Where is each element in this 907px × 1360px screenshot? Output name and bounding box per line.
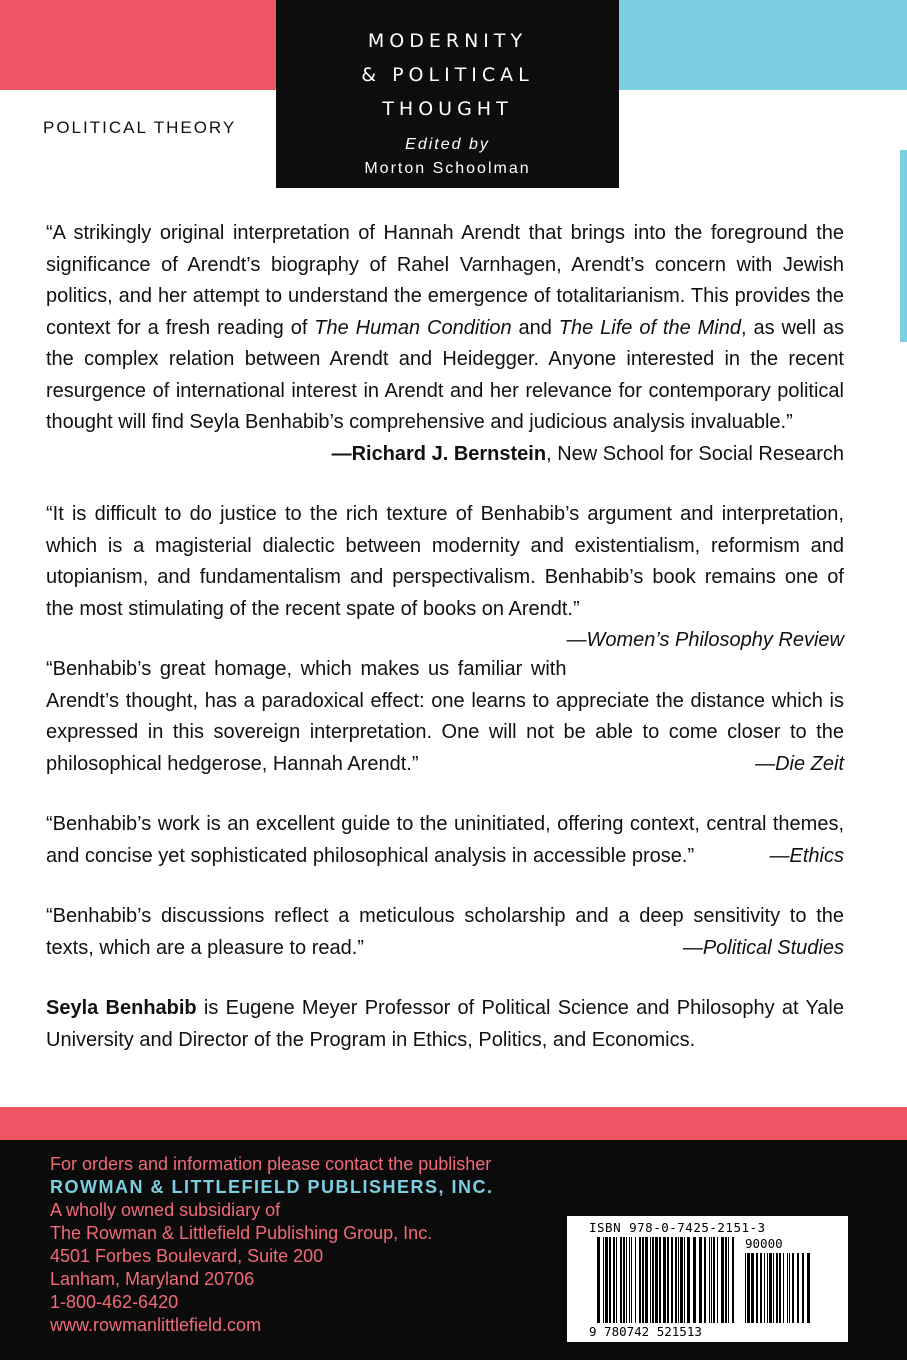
quote-source bbox=[46, 439, 844, 471]
publisher-name: ROWMAN & LITTLEFIELD PUBLISHERS, INC. bbox=[50, 1177, 494, 1197]
barcode-box bbox=[567, 1216, 848, 1342]
ean-digits: 9 780742 521513 bbox=[589, 1324, 702, 1339]
publisher-line: A wholly owned subsidiary of bbox=[50, 1200, 281, 1220]
author-name: Seyla Benhabib bbox=[46, 997, 197, 1019]
book-title: The Human Condition bbox=[314, 316, 512, 339]
quote-text: , as well as the complex relation between Arendt and Heidegger. Anyone interested in the recent resurgence of international interest in Arendt and her relevance for contemporary political thought will find Seyla Benhabib’s comprehensive and judicious analysis invaluable.” bbox=[46, 316, 844, 433]
bottom-red-band bbox=[0, 1107, 907, 1140]
quote-text: “Benhabib’s great homage, which makes us familiar with Arendt’s thought, has a paradoxical effect: one learns to appreciate the distance which is expressed in this sovereign interpretation. One will not be able to come closer to the philosophical hedgerose, Hannah Arendt.” bbox=[46, 658, 844, 775]
author-bio-text: is Eugene Meyer Professor of Political Science and Philosophy at Yale University and Director of the Program in Ethics, Politics, and Economics. bbox=[46, 997, 845, 1051]
series-title bbox=[276, 24, 619, 126]
quote-text: “A strikingly original interpretation of Hannah Arendt that brings into the foreground the significance of Arendt’s biography of Rahel Varnhagen, Arendt’s concern with Jewish politics, and her attempt to understand the emergence of totalitarianism. This provides the context for a fresh reading of bbox=[46, 222, 844, 339]
quote-text: “Benhabib’s work is an excellent guide to the uninitiated, offering context, central themes, and concise yet sophisticated philosophical analysis in accessible prose.” bbox=[46, 813, 844, 867]
publisher-intro: For orders and information please contact the publisher bbox=[50, 1154, 492, 1174]
top-blue-band bbox=[619, 0, 907, 90]
publisher-info bbox=[50, 1153, 493, 1337]
publisher-website: www.rowmanlittlefield.com bbox=[50, 1315, 262, 1335]
author-bio bbox=[46, 993, 844, 1056]
endorsement-4 bbox=[46, 809, 844, 872]
book-title: The Life of the Mind bbox=[558, 316, 741, 339]
endorsement-2 bbox=[46, 499, 844, 651]
side-blue-stripe bbox=[900, 150, 907, 342]
source-affiliation: , New School for Social Research bbox=[546, 442, 844, 465]
quote-source: —Die Zeit bbox=[755, 752, 844, 775]
endorsement-3 bbox=[46, 654, 844, 780]
publisher-address: 4501 Forbes Boulevard, Suite 200 bbox=[50, 1246, 324, 1266]
quote-text: and bbox=[511, 316, 559, 339]
quote-text: “It is difficult to do justice to the rich texture of Benhabib’s argument and interpretation, which is a magisterial dialectic between modernity and existentialism, reformism and utopianism, and fundamentalism and perspectivalism. Benhabib’s book remains one of the most stimulating of the recent spate of books on Arendt.” bbox=[46, 503, 844, 620]
series-edited-by: Edited by bbox=[405, 136, 490, 153]
category-label: POLITICAL THEORY bbox=[43, 118, 237, 137]
series-title-line1: MODERNITY bbox=[367, 30, 528, 52]
series-editor: Morton Schoolman bbox=[364, 160, 531, 177]
endorsement-5 bbox=[46, 901, 844, 964]
endorsements bbox=[46, 218, 844, 1056]
series-box bbox=[276, 0, 619, 188]
barcode-main-icon bbox=[597, 1237, 737, 1323]
top-red-band bbox=[0, 0, 276, 90]
series-title-line2: & POLITICAL bbox=[361, 64, 534, 86]
quote-source: —Political Studies bbox=[682, 936, 844, 959]
barcode-addon-icon bbox=[745, 1253, 811, 1323]
series-title-line3: THOUGHT bbox=[382, 98, 513, 120]
quote-text: “Benhabib’s discussions reflect a meticulous scholarship and a deep sensitivity to the texts, which are a pleasure to read.” bbox=[46, 905, 844, 959]
publisher-line: The Rowman & Littlefield Publishing Group, Inc. bbox=[50, 1223, 433, 1243]
quote-source: —Ethics bbox=[769, 844, 844, 867]
publisher-phone: 1-800-462-6420 bbox=[50, 1292, 179, 1312]
isbn-text: ISBN 978-0-7425-2151-3 bbox=[589, 1220, 766, 1235]
endorsement-1 bbox=[46, 218, 844, 470]
source-name: —Richard J. Bernstein bbox=[331, 442, 547, 465]
price-code: 90000 bbox=[745, 1236, 783, 1251]
quote-source: —Women’s Philosophy Review bbox=[566, 629, 844, 651]
publisher-address: Lanham, Maryland 20706 bbox=[50, 1269, 255, 1289]
